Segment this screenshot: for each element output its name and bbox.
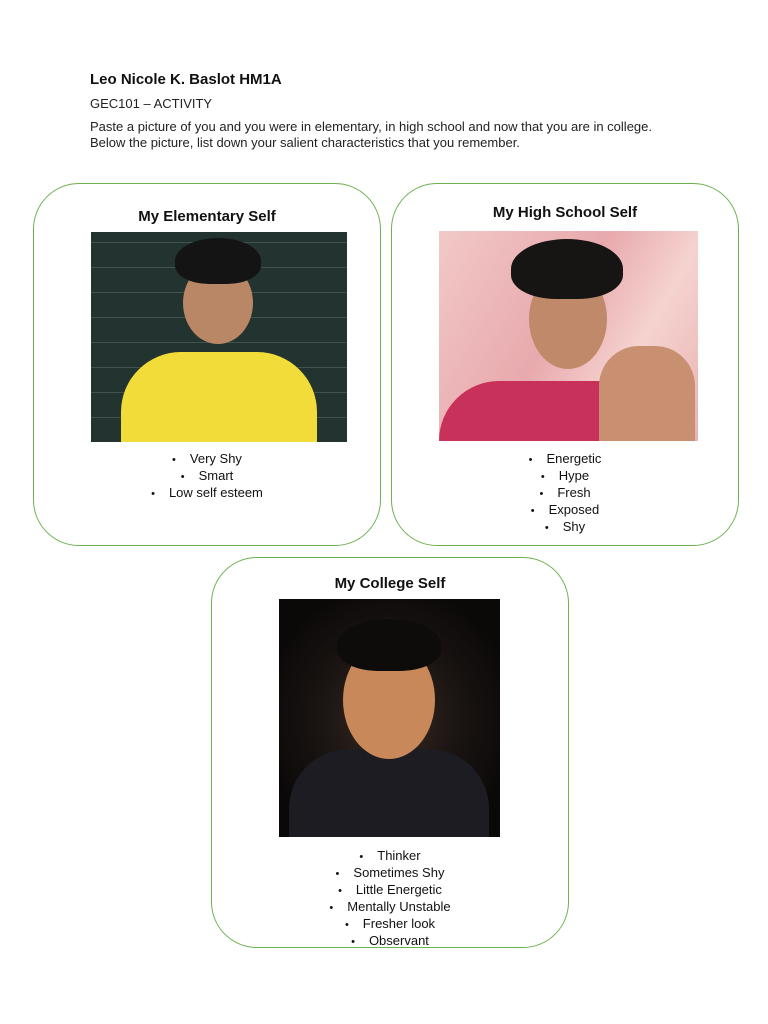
list-item: • Fresh [392, 485, 738, 502]
card-title-elementary: My Elementary Self [138, 208, 276, 225]
list-item: • Sometimes Shy [212, 865, 568, 882]
card-elementary [33, 183, 381, 546]
list-item: • Hype [392, 468, 738, 485]
list-item: • Smart [34, 468, 380, 485]
photo-college [279, 599, 500, 837]
card-college [211, 557, 569, 948]
list-item: • Observant [212, 933, 568, 950]
traits-list-college [212, 848, 568, 950]
traits-list-high-school [392, 451, 738, 536]
list-item: • Exposed [392, 502, 738, 519]
traits-list-elementary [34, 451, 380, 502]
instructions-text: Paste a picture of you and you were in elementary, in high school and now that you are in college. Below the picture, list down your salient characteristics that you remember. [90, 119, 652, 150]
list-item: • Thinker [212, 848, 568, 865]
document-header [90, 71, 690, 150]
subject-line: GEC101 – ACTIVITY [90, 96, 213, 111]
list-item: • Shy [392, 519, 738, 536]
list-item: • Energetic [392, 451, 738, 468]
card-title-high-school: My High School Self [492, 204, 638, 221]
photo-elementary [91, 232, 347, 442]
photo-high-school [439, 231, 698, 441]
list-item: • Mentally Unstable [212, 899, 568, 916]
list-item: • Low self esteem [34, 485, 380, 502]
list-item: • Little Energetic [212, 882, 568, 899]
list-item: • Fresher look [212, 916, 568, 933]
card-high-school [391, 183, 739, 546]
card-title-college: My College Self [334, 575, 446, 592]
student-name: Leo Nicole K. Baslot HM1A [90, 71, 282, 88]
list-item: • Very Shy [34, 451, 380, 468]
